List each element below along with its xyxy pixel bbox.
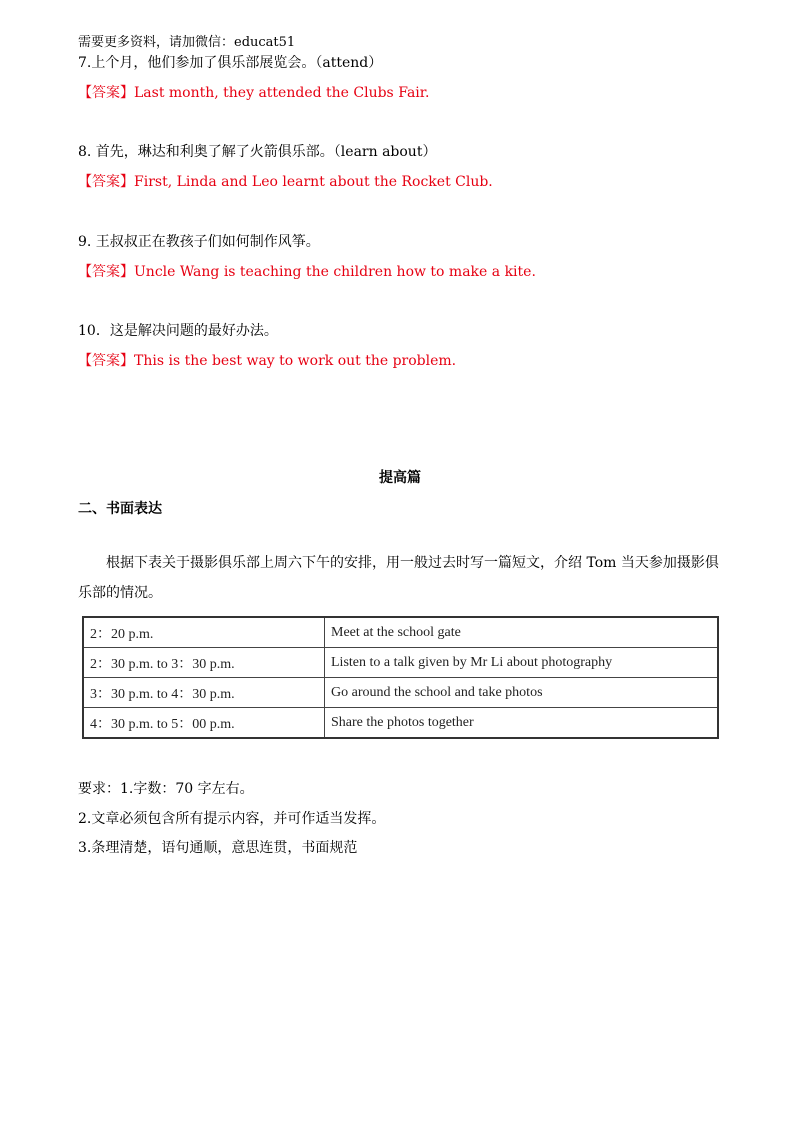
schedule-time: 3：30 p.m. to 4：30 p.m. bbox=[83, 678, 325, 708]
schedule-activity: Listen to a talk given by Mr Li about photography bbox=[325, 648, 719, 678]
question-9: 9. 王叔叔正在教孩子们如何制作风筝。 bbox=[78, 234, 320, 250]
writing-instruction: 根据下表关于摄影俱乐部上周六下午的安排，用一般过去时写一篇短文，介绍 Tom 当天参加摄影俱乐部的情况。 bbox=[78, 555, 719, 601]
schedule-time: 2：20 p.m. bbox=[83, 617, 325, 648]
schedule-time: 4：30 p.m. to 5：00 p.m. bbox=[83, 708, 325, 739]
question-10: 10．这是解决问题的最好办法。 bbox=[78, 323, 278, 339]
table-row bbox=[83, 678, 718, 708]
answer-7 bbox=[78, 82, 429, 102]
question-7: 7.上个月，他们参加了俱乐部展览会。（attend） bbox=[78, 55, 383, 71]
section-title: 二、书面表达 bbox=[78, 501, 162, 517]
question-8: 8. 首先，琳达和利奥了解了火箭俱乐部。（learn about） bbox=[78, 144, 437, 160]
schedule-activity: Share the photos together bbox=[325, 708, 719, 739]
schedule-table bbox=[82, 616, 719, 739]
answer-tag: 【答案】 bbox=[78, 264, 134, 280]
answer-9 bbox=[78, 261, 536, 281]
answer-text: First, Linda and Leo learnt about the Rocket Club. bbox=[134, 174, 493, 190]
header-note: 需要更多资料，请加微信：educat51 bbox=[78, 35, 296, 50]
level-title: 提高篇 bbox=[379, 470, 421, 486]
schedule-activity: Meet at the school gate bbox=[325, 617, 719, 648]
answer-8 bbox=[78, 171, 493, 191]
answer-tag: 【答案】 bbox=[78, 353, 134, 369]
table-row bbox=[83, 617, 718, 648]
schedule-time: 2：30 p.m. to 3：30 p.m. bbox=[83, 648, 325, 678]
schedule-activity: Go around the school and take photos bbox=[325, 678, 719, 708]
requirement-1: 要求：1.字数：70 字左右。 bbox=[78, 781, 254, 797]
answer-text: Last month, they attended the Clubs Fair. bbox=[134, 85, 430, 101]
answer-text: This is the best way to work out the problem. bbox=[134, 353, 457, 369]
answer-tag: 【答案】 bbox=[78, 85, 134, 101]
requirement-3: 3.条理清楚，语句通顺，意思连贯，书面规范 bbox=[78, 840, 358, 856]
answer-tag: 【答案】 bbox=[78, 174, 134, 190]
requirement-2: 2.文章必须包含所有提示内容，并可作适当发挥。 bbox=[78, 811, 386, 827]
table-row bbox=[83, 708, 718, 739]
answer-10 bbox=[78, 350, 456, 370]
answer-text: Uncle Wang is teaching the children how to make a kite. bbox=[134, 264, 536, 280]
table-row bbox=[83, 648, 718, 678]
